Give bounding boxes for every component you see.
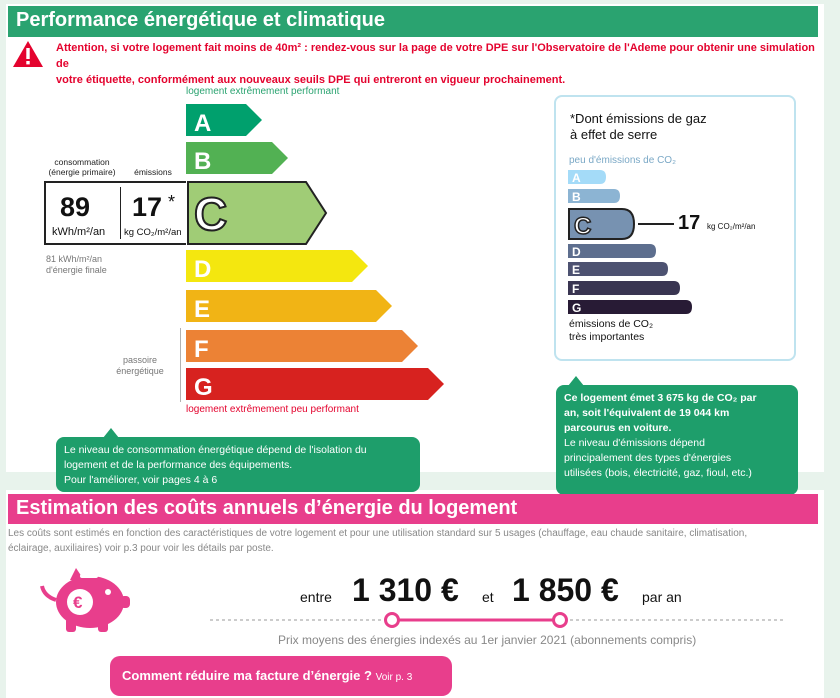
energy-tip: [56, 437, 420, 492]
dpe-bottom-label: logement extrêmement peu performant: [186, 404, 359, 415]
co2-tip: [556, 385, 798, 495]
dpe-letter-b: B: [194, 148, 212, 175]
ges-letter-a: A: [572, 171, 581, 185]
dpe-scale: [180, 100, 460, 410]
dpe-letter-e: E: [194, 296, 211, 323]
dpe-top-label: logement extrêmement performant: [186, 86, 340, 97]
ges-letter-f: F: [572, 282, 580, 296]
final-energy-line-1: 81 kWh/m²/an: [46, 254, 103, 264]
reduce-bill-button[interactable]: [110, 656, 452, 696]
emissions-star: *: [168, 192, 176, 212]
co2-tip-line-4: Le niveau d'émissions dépend: [564, 437, 705, 449]
prices-note: Prix moyens des énergies indexés au 1er janvier 2021 (abonnements compris): [278, 633, 697, 647]
consumption-label-line-2: (énergie primaire): [48, 167, 116, 177]
dpe-class-e: [186, 290, 392, 322]
consumption-label-line-1: consommation: [54, 157, 110, 167]
warning-text: [56, 40, 826, 88]
cost-range-bar: [208, 610, 788, 630]
section-title-costs: Estimation des coûts annuels d’énergie du logement: [8, 494, 818, 524]
dpe-letter-a: A: [194, 110, 212, 137]
dpe-value-divider: [120, 187, 121, 239]
dpe-letter-d: D: [194, 256, 212, 283]
co2-tip-line-2: an, soit l'équivalent de 19 044 km: [564, 407, 730, 419]
ges-letter-g: G: [572, 301, 582, 315]
cost-per-year: par an: [642, 589, 682, 605]
svg-text:€: €: [73, 593, 83, 612]
cost-high-marker: [554, 614, 567, 627]
ges-class-g: [568, 300, 692, 314]
ges-unit: kg CO₂/m²/an: [707, 222, 756, 231]
ges-bottom-label: [569, 318, 653, 344]
co2-tip-line-3: parcourus en voiture.: [564, 422, 672, 434]
co2-tip-line-1: Ce logement émet 3 675 kg de CO₂ par: [564, 392, 757, 404]
ges-top-label: peu d'émissions de CO₂: [569, 155, 676, 166]
co2-tip-line-6: utilisées (bois, électricité, gaz, fioul, etc.): [564, 467, 752, 479]
dpe-class-d: [186, 250, 368, 282]
ges-title-line-2: à effet de serre: [570, 127, 658, 142]
ges-class-f: [568, 281, 680, 295]
ges-letter-e: E: [572, 263, 581, 277]
consumption-value: 89: [60, 192, 91, 222]
cost-low-marker: [386, 614, 399, 627]
consumption-unit: kWh/m²/an: [52, 226, 106, 238]
final-energy-line-2: d'énergie finale: [46, 265, 107, 275]
ges-title-line-1: *Dont émissions de gaz: [570, 111, 707, 126]
dpe-class-f: [186, 330, 418, 362]
warning-icon: [12, 40, 44, 68]
emissions-value: 17: [132, 192, 163, 222]
cost-low: 1 310 €: [352, 572, 459, 608]
emissions-unit: kg CO₂/m²/an: [124, 227, 182, 238]
passoire-line-2: énergétique: [116, 366, 164, 376]
warning-line-2: votre étiquette, conformément aux nouveaux seuils DPE qui entreront en vigueur prochainement.: [56, 74, 566, 86]
ges-bottom-line-1: émissions de CO₂: [569, 318, 654, 330]
cost-high: 1 850 €: [512, 572, 619, 608]
cost-and-word: et: [482, 589, 494, 605]
energy-tip-line-1: Le niveau de consommation énergétique dépend de l'isolation du: [64, 444, 367, 456]
emissions-label: émissions: [134, 167, 172, 177]
dpe-class-g: [186, 368, 444, 400]
dpe-letter-c: C: [194, 188, 228, 240]
energy-tip-line-2: logement et de la performance des équipements.: [64, 459, 293, 471]
passoire-line-1: passoire: [122, 355, 158, 365]
ges-letter-c: C: [574, 213, 592, 240]
ges-value: 17: [678, 212, 701, 234]
dpe-letter-g: G: [194, 374, 213, 401]
passoire-label: [110, 355, 170, 377]
co2-tip-line-5: principalement des types d'énergies: [564, 452, 732, 464]
energy-tip-line-3: Pour l'améliorer, voir pages 4 à 6: [64, 474, 218, 486]
section-title-performance: Performance énergétique et climatique: [8, 6, 818, 37]
final-energy: [46, 254, 107, 276]
ges-letter-d: D: [572, 245, 581, 259]
warning-line-1: Attention, si votre logement fait moins de 40m² : rendez-vous sur la page de votre DPE sur l'Observatoire de l'Ademe pour obtenir une simulation de: [56, 42, 815, 70]
reduce-bill-page-ref: Voir p. 3: [375, 672, 413, 683]
costs-desc-line-1: Les coûts sont estimés en fonction des caractéristiques de votre logement et pour une utilisation standard sur 5 usages (chauffage, eau chaude sanitaire, climatisation,: [8, 528, 748, 539]
ges-class-d: [568, 244, 656, 258]
cost-between-word: entre: [300, 589, 332, 605]
dpe-letter-f: F: [194, 336, 209, 363]
ges-title: [570, 111, 707, 143]
ges-scale: [566, 168, 696, 318]
reduce-bill-label: Comment réduire ma facture d’énergie ?: [122, 668, 372, 683]
ges-bottom-line-2: très importantes: [569, 331, 645, 343]
costs-description: [8, 526, 824, 556]
costs-desc-line-2: éclairage, auxiliaires) voir p.3 pour voir les détails par poste.: [8, 543, 274, 554]
ges-class-e: [568, 262, 668, 276]
piggy-bank-icon: [38, 566, 134, 636]
ges-letter-b: B: [572, 190, 581, 204]
consumption-label: [44, 157, 120, 177]
